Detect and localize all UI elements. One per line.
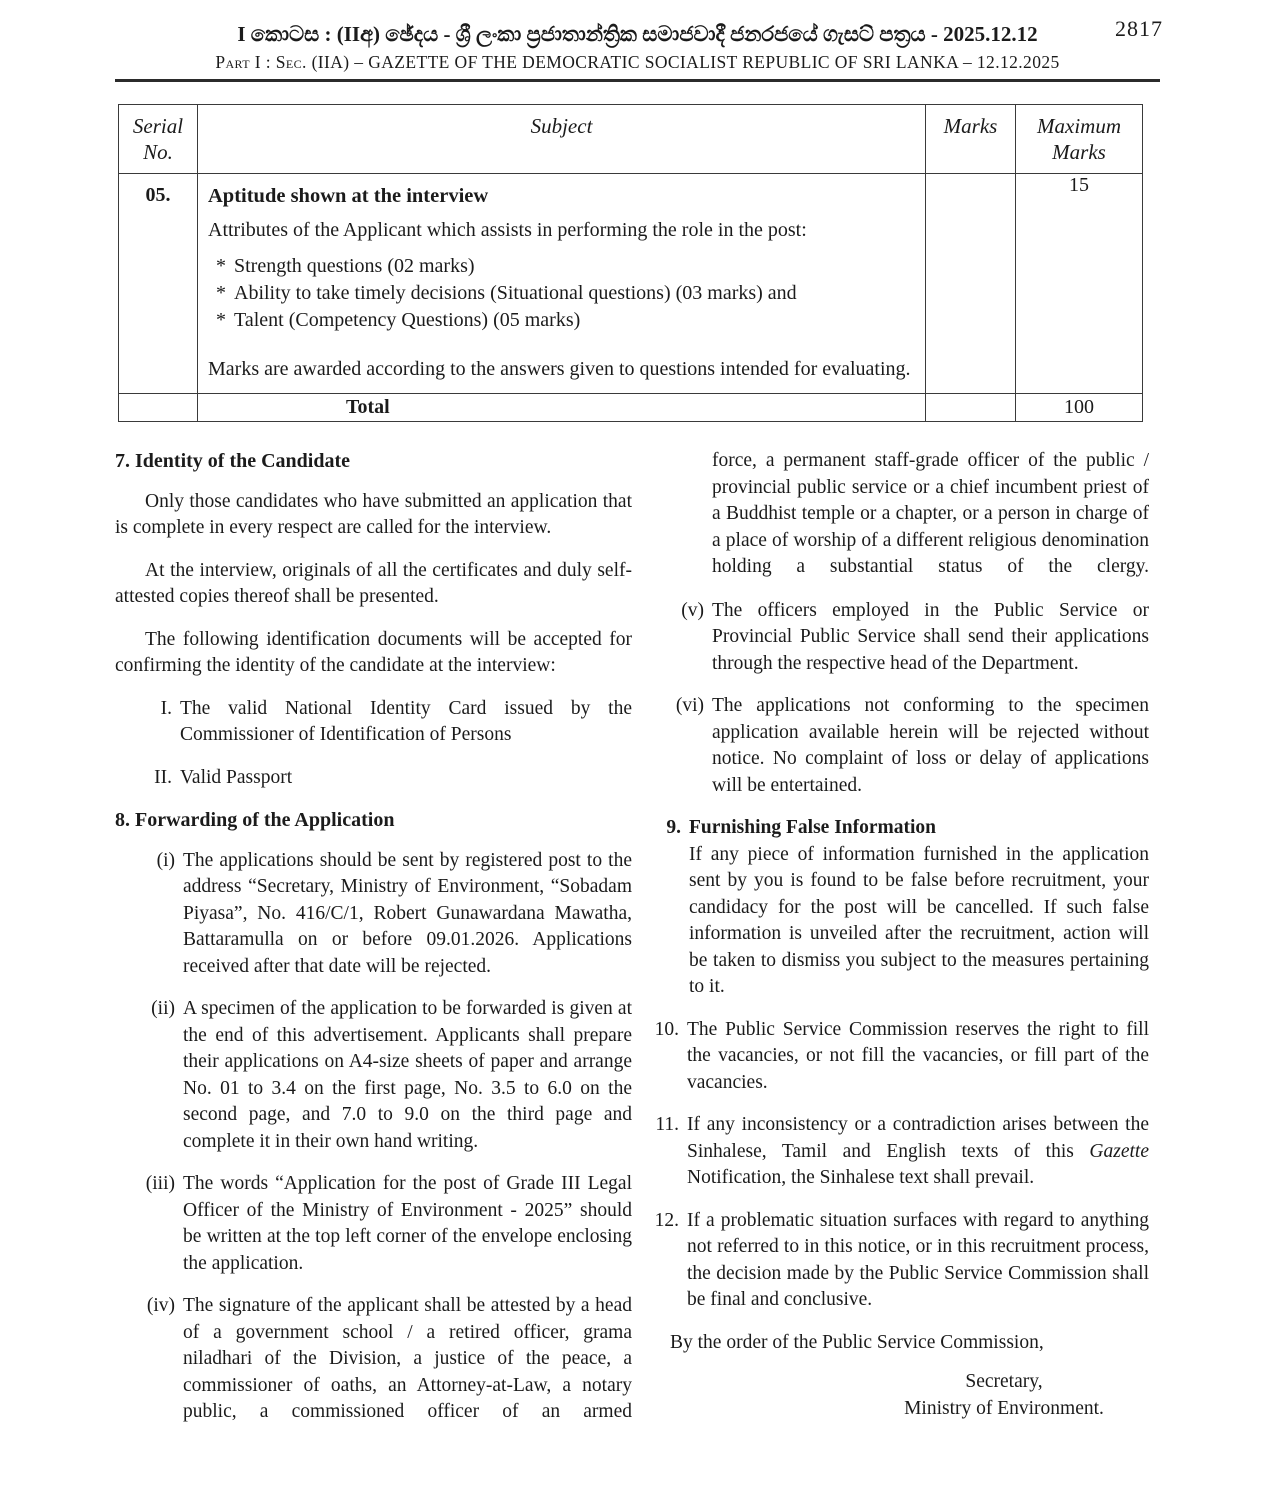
bullet-text: Talent (Competency Questions) (05 marks) (234, 309, 581, 331)
list-item-marker: 12. (654, 1209, 679, 1231)
table-row (119, 174, 1143, 394)
list-item-marker: (vi) (675, 695, 704, 716)
section-7-heading: 7. Identity of the Candidate (115, 450, 351, 472)
header-english-rest: GAZETTE OF THE DEMOCRATIC SOCIALIST REPUBLIC OF SRI LANKA – 12.12.2025 (368, 52, 1060, 72)
total-label: Total (198, 394, 926, 422)
page-header (0, 0, 1275, 82)
section-9-heading: Furnishing False Information (689, 817, 937, 838)
item-text-italic: Gazette (1089, 1140, 1149, 1162)
list-item (115, 1171, 632, 1277)
list-item-text: A specimen of the application to be forwarded is given at the end of this advertisement. Applicants shall prepare their applications on A4-size sheets of paper and arrange No. 01 to 3.4 on the first page, No. 3.5 to 6.0 on the second page, and 7.0 to 9.0 on the third page and complete it in their own hand writing. (183, 998, 632, 1152)
list-item-text: The officers employed in the Public Service or Provincial Public Service shall send their applications through the respective head of the Department. (712, 599, 1149, 674)
maximum-marks-cell: 15 (1016, 174, 1143, 394)
list-item-text (687, 1208, 1149, 1314)
header-english-line (0, 51, 1275, 73)
list-item-marker: 10. (654, 1018, 679, 1040)
page-number: 2817 (1115, 16, 1163, 41)
item-text-post: Notification, the Sinhalese text shall prevail. (687, 1167, 1035, 1188)
list-item (115, 765, 632, 792)
list-item-text: The applications should be sent by registered post to the address “Secretary, Ministry of Environment, “Sobadam Piyasa”, No. 416/C/1, Robert Gunawardana Mawatha, Battaramulla on or before 09.01.2026. Applications received after that date will be rejected. (183, 849, 632, 977)
marks-table (118, 104, 1143, 422)
header-english-prefix: Part I : Sec. (IIA) – (215, 52, 369, 72)
marks-cell (926, 174, 1016, 394)
list-item (652, 598, 1149, 678)
paragraph: Only those candidates who have submitted an application that is complete in every respect are called for the interview. (115, 490, 632, 538)
list-item-text: The applications not conforming to the specimen application available herein will be rejected without notice. No complaint of loss or delay of applications will be entertained. (712, 695, 1149, 796)
subject-cell (198, 174, 926, 394)
section-9 (652, 815, 1149, 1001)
section-9-marker: 9. (666, 817, 681, 838)
asterisk-bullet-icon: * (216, 309, 226, 331)
column-header-serial-no: Serial No. (119, 105, 198, 174)
column-header-subject: Subject (198, 105, 926, 174)
total-row-empty-marks (926, 394, 1016, 422)
column-header-maximum-marks: Maximum Marks (1016, 105, 1143, 174)
list-item-text: Valid Passport (180, 766, 293, 788)
list-item-marker: (iv) (146, 1295, 175, 1316)
subject-intro: Attributes of the Applicant which assists in performing the role in the post: (208, 219, 807, 241)
subject-note: Marks are awarded according to the answers given to questions intended for evaluating. (208, 358, 911, 380)
bullet-item (208, 253, 911, 280)
continuation-paragraph: force, a permanent staff-grade officer of the public / provincial public service or a chief incumbent priest of a Buddhist temple or a chapter, or a person in charge of a place of worship of a different religious denomination holding a substantial status of the clergy. (712, 450, 1149, 577)
body-columns (115, 448, 1275, 1442)
table-total-row (119, 394, 1143, 422)
table-header-row (119, 105, 1143, 174)
item-text-pre: The Public Service Commission reserves the right to fill the vacancies, or not fill the vacancies, or fill part of the vacancies. (687, 1018, 1149, 1093)
signature-block (864, 1369, 1144, 1422)
list-item-marker: (ii) (151, 998, 175, 1019)
bullet-text: Strength questions (02 marks) (234, 255, 475, 277)
list-item-text: The valid National Identity Card issued by the Commissioner of Identification of Persons (180, 697, 632, 745)
signature-title: Secretary, (965, 1371, 1043, 1392)
list-item-text: The words “Application for the post of Grade III Legal Officer of the Ministry of Environment - 2025” should be written at the top left corner of the envelope enclosing the application. (183, 1173, 632, 1274)
asterisk-bullet-icon: * (216, 255, 226, 277)
list-item-text: The signature of the applicant shall be attested by a head of a government school / a retired officer, grama niladhari of the Division, a justice of the peace, a commissioner of oaths, an Attorney-at-Law, a notary public, a commissioned officer of an armed (183, 1295, 632, 1422)
header-rule (115, 79, 1160, 82)
list-item-marker: 11. (655, 1114, 679, 1135)
signature-ministry: Ministry of Environment. (904, 1397, 1104, 1419)
list-item (115, 696, 632, 749)
list-item (652, 1017, 1149, 1097)
bullet-item (208, 280, 911, 307)
list-item-text (687, 1017, 1149, 1097)
paragraph: The following identification documents will be accepted for confirming the identity of the candidate at the interview: (115, 628, 632, 676)
bullet-item (208, 307, 911, 334)
serial-number-cell: 05. (119, 174, 198, 394)
asterisk-bullet-icon: * (216, 282, 226, 304)
column-header-marks: Marks (926, 105, 1016, 174)
list-item-text (687, 1112, 1149, 1192)
section-8-heading: 8. Forwarding of the Application (115, 809, 395, 831)
left-column (115, 448, 632, 1442)
list-item (115, 1293, 632, 1426)
list-item (652, 693, 1149, 799)
section-9-content (689, 815, 1149, 1001)
list-item-marker: II. (154, 766, 172, 788)
section-9-body: If any piece of information furnished in the application sent by you is found to be false before recruitment, your candidacy for the post will be cancelled. If such false information is unveiled after the recruitment, action will be taken to dismiss you subject to the measures pertaining to it. (689, 843, 1149, 997)
item-text-pre: If a problematic situation surfaces with regard to anything not referred to in this notice, or in this recruitment process, the decision made by the Public Service Commission shall be final and conclusive. (687, 1209, 1149, 1310)
list-item (115, 996, 632, 1155)
list-item-marker: (iii) (145, 1173, 175, 1194)
paragraph: At the interview, originals of all the certificates and duly self-attested copies thereof shall be presented. (115, 559, 632, 607)
total-row-empty-serial (119, 394, 198, 422)
list-item (115, 848, 632, 981)
bullet-text: Ability to take timely decisions (Situational questions) (03 marks) and (234, 282, 797, 304)
closing-line: By the order of the Public Service Commission, (670, 1331, 1044, 1353)
list-item-marker: (i) (156, 849, 175, 871)
list-item-marker: I. (160, 697, 172, 719)
header-sinhala-line: I කොටස : (IIඅ) ඡේදය - ශ්‍රී ලංකා ප්‍රජාතාන්ත්‍රික සමාජවාදී ජනරජයේ ගැසට් පත්‍රය - 2025.12.12 (237, 22, 1038, 46)
subject-title: Aptitude shown at the interview (208, 185, 489, 207)
total-maximum-marks-cell: 100 (1016, 394, 1143, 422)
right-column (652, 448, 1149, 1442)
list-item-marker: (v) (681, 599, 704, 621)
item-text-pre: If any inconsistency or a contradiction arises between the Sinhalese, Tamil and English texts of this (687, 1114, 1149, 1162)
list-item (652, 1112, 1149, 1192)
list-item (652, 1208, 1149, 1314)
